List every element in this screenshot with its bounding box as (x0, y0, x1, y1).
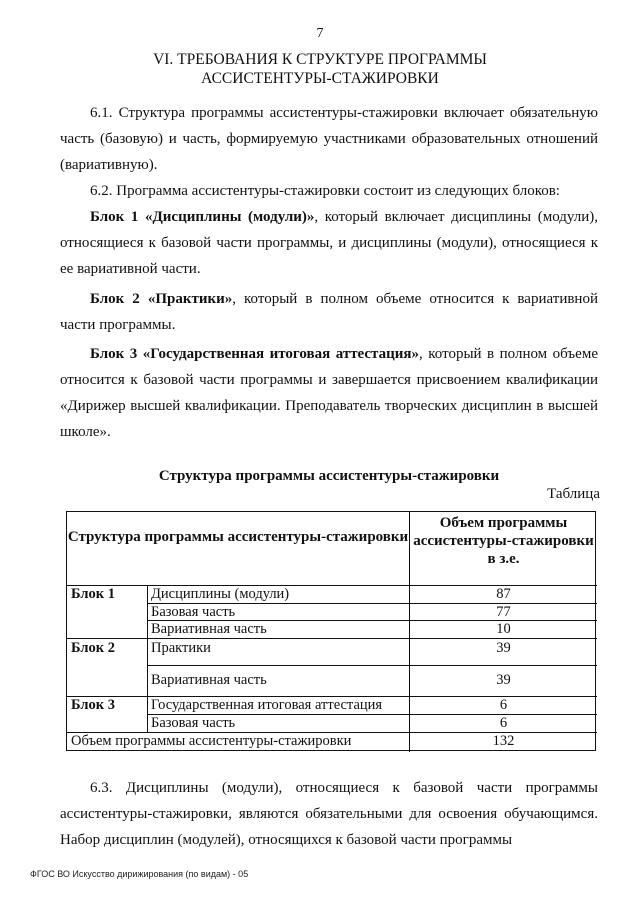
table-total-value: 132 (492, 733, 515, 749)
table-row-name: Базовая часть (151, 715, 236, 731)
table-row-value: 6 (499, 715, 508, 731)
table-row-name: Дисциплины (модули) (151, 586, 290, 602)
page-number: 7 (316, 26, 324, 41)
paragraph-6-3: 6.3. Дисциплины (модули), относящиеся к базовой части программы ассистентуры-стажировки, являются обязательными для освоения обучающимся. Набор дисциплин (модулей), относящихся к базовой части программы (60, 780, 598, 848)
structure-table (66, 511, 596, 751)
paragraph-6-1: 6.1. Структура программы ассистентуры-стажировки включает обязательную часть (базовую) и часть, формируемую участниками образовательных отношений (вариативную). (60, 105, 598, 173)
block-3-heading: Блок 3 «Государственная итоговая аттестация» (90, 346, 420, 362)
block-1-text: , который включает дисциплины (модули), относящиеся к базовой части программы, и дисциплины (модули), относящиеся к ее вариативной части. (60, 209, 598, 277)
table-title: Структура программы ассистентуры-стажировки (158, 468, 500, 484)
table-row-value: 87 (496, 586, 511, 602)
block-1-heading: Блок 1 «Дисциплины (модули)» (90, 209, 315, 225)
block-3-text: , который в полном объеме относится к базовой части программы и завершается присвоением квалификации «Дирижер высшей квалификации. Преподаватель творческих дисциплин в высшей школе». (60, 346, 598, 440)
table-label: Таблица (547, 486, 600, 502)
table-row-name: Практики (151, 640, 211, 656)
table-row-value: 10 (496, 621, 511, 637)
table-row-name: Вариативная часть (151, 621, 267, 637)
paragraph-6-2: 6.2. Программа ассистентуры-стажировки состоит из следующих блоков: (90, 183, 560, 199)
table-header-volume: Объем программы ассистентуры-стажировки в з.е. (413, 515, 594, 567)
table-row-name: Вариативная часть (151, 672, 267, 688)
paragraph-block-1 (60, 204, 598, 282)
table-row-value: 6 (499, 697, 508, 713)
paragraph-block-2 (60, 286, 598, 338)
block-2-heading: Блок 2 «Практики» (90, 291, 233, 307)
table-row-value: 39 (496, 672, 511, 688)
table-row-name: Базовая часть (151, 604, 236, 620)
paragraph-block-3 (60, 341, 598, 445)
table-row-block: Блок 2 (71, 640, 116, 656)
table-header-structure: Структура программы ассистентуры-стажировки (67, 529, 409, 545)
table-row-block: Блок 1 (71, 586, 116, 602)
table-row-name: Государственная итоговая аттестация (151, 697, 383, 713)
footer: ФГОС ВО Искусство дирижирования (по видам) - 05 (30, 869, 249, 879)
block-2-text: , который в полном объеме относится к вариативной части программы. (60, 291, 598, 333)
section-title (60, 50, 580, 88)
section-title-line-2: АССИСТЕНТУРЫ-СТАЖИРОВКИ (201, 70, 439, 87)
section-title-line-1: VI. ТРЕБОВАНИЯ К СТРУКТУРЕ ПРОГРАММЫ (153, 51, 487, 68)
table-total-label: Объем программы ассистентуры-стажировки (71, 733, 352, 749)
table-row-value: 77 (496, 604, 511, 620)
table-row-block: Блок 3 (71, 697, 116, 713)
table-row-value: 39 (496, 640, 511, 656)
